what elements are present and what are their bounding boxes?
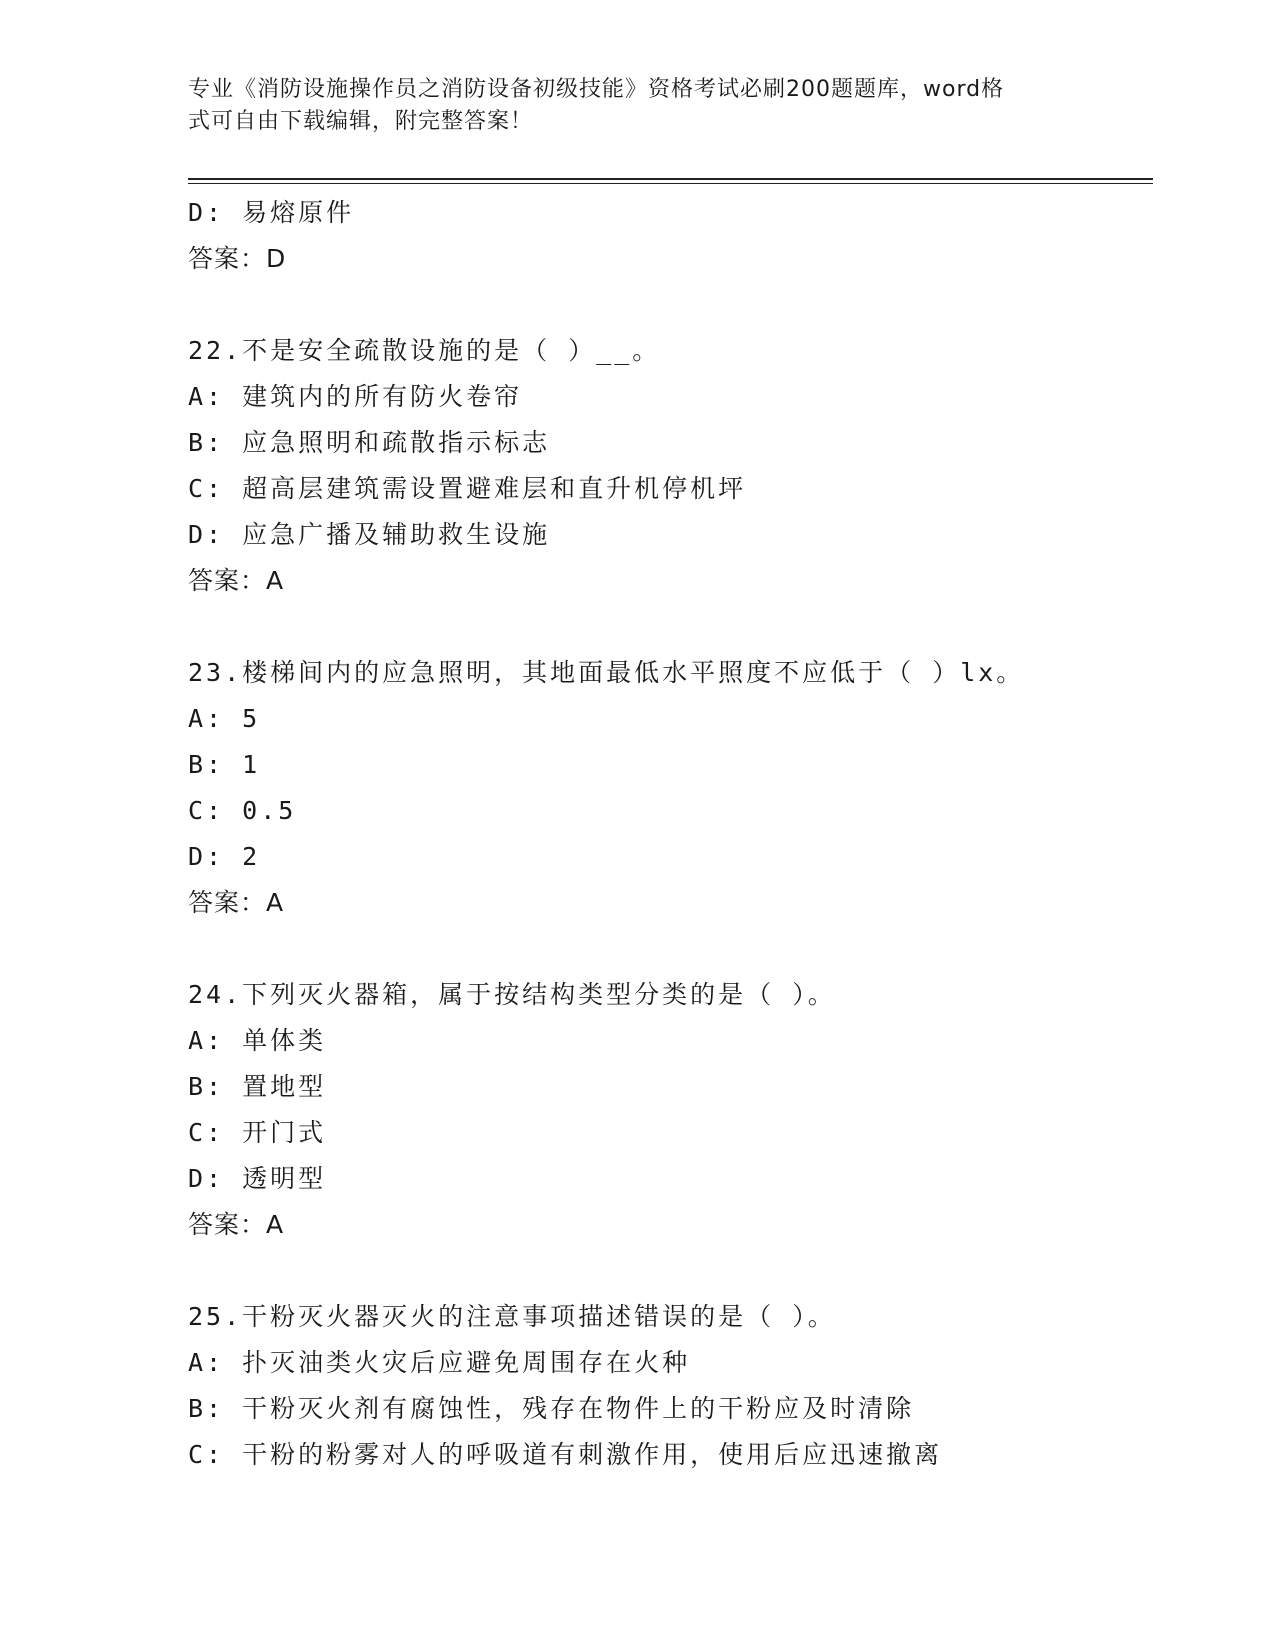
option-a: A: 5	[188, 704, 261, 733]
option-c: C: 0.5	[188, 796, 297, 825]
header-line-2: 式可自由下载编辑，附完整答案！	[188, 109, 534, 134]
option-a: A: 单体类	[188, 1026, 327, 1055]
option-b: B: 干粉灭火剂有腐蚀性，残存在物件上的干粉应及时清除	[188, 1394, 915, 1423]
option-c: C: 开门式	[188, 1118, 327, 1147]
question-stem: 23.楼梯间内的应急照明，其地面最低水平照度不应低于（ ）lx。	[188, 658, 1025, 687]
option-b: B: 置地型	[188, 1072, 327, 1101]
question-stem: 25.干粉灭火器灭火的注意事项描述错误的是（ ）。	[188, 1302, 836, 1331]
question-stem: 22.不是安全疏散设施的是（ ）__。	[188, 336, 661, 365]
option-d: D: 2	[188, 842, 261, 871]
header-divider	[188, 178, 1153, 180]
option-d: D: 透明型	[188, 1164, 327, 1193]
option-c: C: 干粉的粉雾对人的呼吸道有刺激作用，使用后应迅速撤离	[188, 1440, 943, 1469]
answer: 答案：A	[188, 566, 285, 595]
answer: 答案：A	[188, 1210, 285, 1239]
option-d: D: 应急广播及辅助救生设施	[188, 520, 551, 549]
question-list	[188, 190, 1188, 1478]
option-a: A: 建筑内的所有防火卷帘	[188, 382, 523, 411]
option-a: A: 扑灭油类火灾后应避免周围存在火种	[188, 1348, 691, 1377]
answer: 答案：D	[188, 244, 287, 273]
header-line-1: 专业《消防设施操作员之消防设备初级技能》资格考试必刷200题题库，word格	[188, 77, 1005, 102]
option-d: D: 易熔原件	[188, 198, 355, 227]
header-divider-thin	[188, 183, 1153, 184]
page-header	[188, 74, 1088, 138]
option-c: C: 超高层建筑需设置避难层和直升机停机坪	[188, 474, 747, 503]
option-b: B: 1	[188, 750, 261, 779]
answer: 答案：A	[188, 888, 285, 917]
question-stem: 24.下列灭火器箱，属于按结构类型分类的是（ ）。	[188, 980, 836, 1009]
option-b: B: 应急照明和疏散指示标志	[188, 428, 551, 457]
